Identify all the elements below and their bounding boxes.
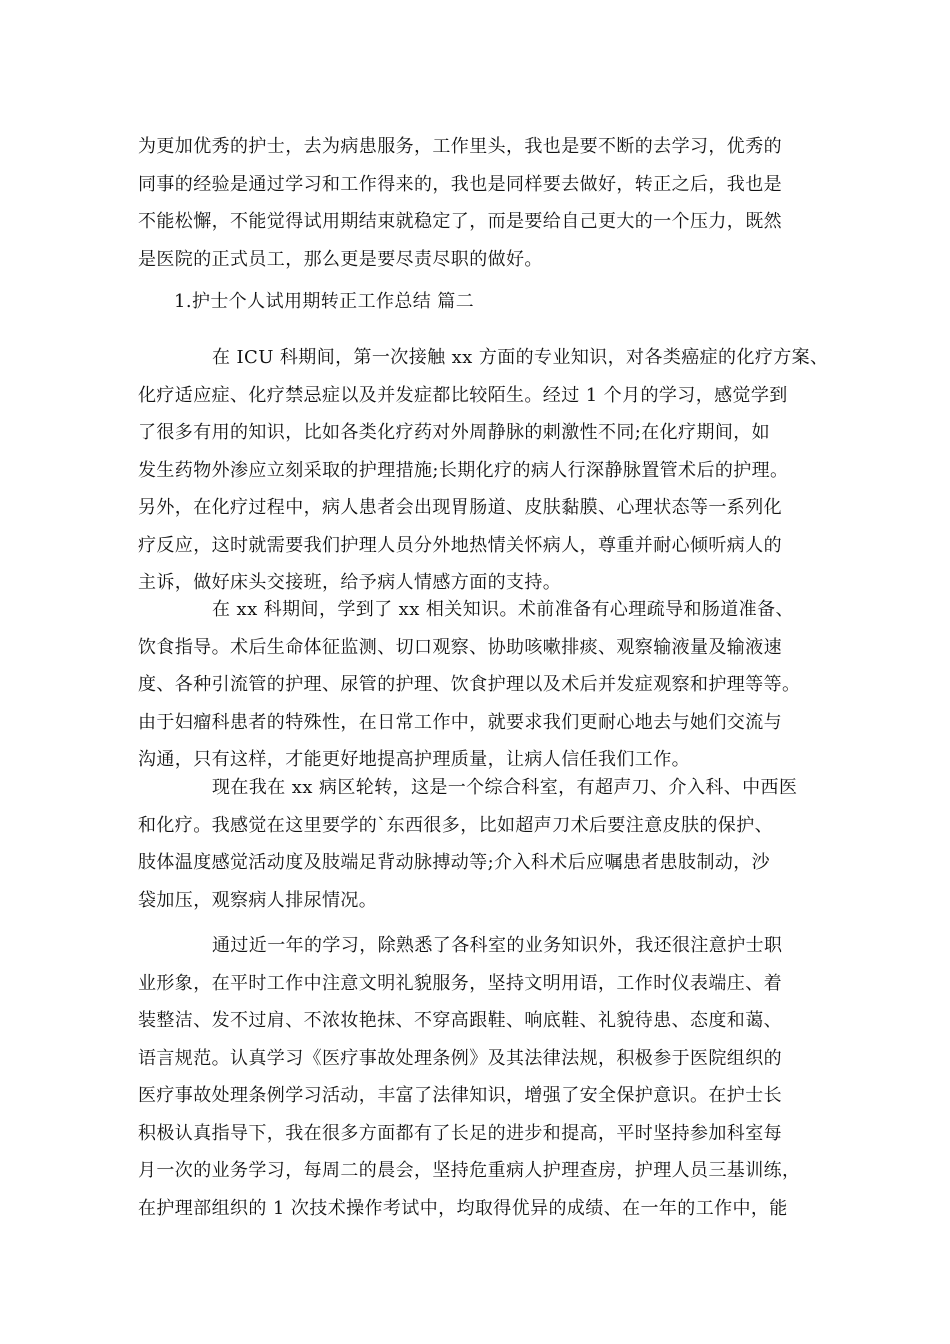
text-line: 沟通，只有这样，才能更好地提高护理质量，让病人信任我们工作。 (138, 749, 690, 770)
text-line: 是医院的正式员工，那么更是要尽责尽职的做好。 (138, 248, 543, 270)
text-line: 化疗适应症、化疗禁忌症以及并发症都比较陌生。经过 1 个月的学习，感觉学到 (138, 384, 788, 406)
text-line: 业形象，在平时工作中注意文明礼貌服务，坚持文明用语，工作时仪表端庄、着 (138, 972, 782, 994)
paragraph-xx-department (138, 591, 818, 779)
text-line: 袋加压，观察病人排尿情况。 (138, 889, 378, 911)
paragraph-current-ward (138, 769, 818, 919)
text-line: 装整洁、发不过肩、不浓妆艳抹、不穿高跟鞋、响底鞋、礼貌待患、态度和蔼、 (138, 1010, 782, 1031)
text-line: 不能松懈，不能觉得试用期结束就稳定了，而是要给自己更大的一个压力，既然 (138, 211, 782, 232)
text-line: 主诉，做好床头交接班，给予病人情感方面的支持。 (138, 572, 562, 593)
text-line: 为更加优秀的护士，去为病患服务，工作里头，我也是要不断的去学习，优秀的 (138, 136, 782, 157)
text-line: 月一次的业务学习，每周二的晨会，坚持危重病人护理查房，护理人员三基训练， (138, 1160, 801, 1181)
paragraph-year-summary (138, 927, 818, 1227)
paragraph-icu (138, 339, 829, 602)
paragraph-intro (138, 128, 818, 278)
text-line: 由于妇瘤科患者的特殊性，在日常工作中，就要求我们更耐心地去与她们交流与 (138, 711, 782, 733)
text-line: 饮食指导。术后生命体征监测、切口观察、协助咳嗽排痰、观察输液量及输液速 (138, 636, 782, 658)
text-line: 积极认真指导下，我在很多方面都有了长足的进步和提高，平时坚持参加科室每 (138, 1122, 782, 1144)
text-line: 了很多有用的知识，比如各类化疗药对外周静脉的刺激性不同;在化疗期间，如 (138, 422, 771, 443)
text-line: 同事的经验是通过学习和工作得来的，我也是同样要去做好，转正之后，我也是 (138, 173, 782, 195)
text-line: 在 xx 科期间，学到了 xx 相关知识。术前准备有心理疏导和肠道准备、 (212, 599, 794, 620)
text-line: 语言规范。认真学习《医疗事故处理条例》及其法律法规，积极参于医院组织的 (138, 1047, 782, 1069)
text-line: 医疗事故处理条例学习活动，丰富了法律知识，增强了安全保护意识。在护士长 (138, 1085, 782, 1106)
text-line: 通过近一年的学习，除熟悉了各科室的业务知识外，我还很注意护士职 (212, 935, 783, 956)
section-heading-block (138, 283, 818, 321)
text-line: 和化疗。我感觉在这里要学的`东西很多，比如超声刀术后要注意皮肤的保护、 (138, 814, 773, 836)
text-line: 现在我在 xx 病区轮转，这是一个综合科室，有超声刀、介入科、中西医 (212, 777, 798, 798)
text-line: 疗反应，这时就需要我们护理人员分外地热情关怀病人，尊重并耐心倾听病人的 (138, 534, 782, 556)
text-line: 在 ICU 科期间，第一次接触 xx 方面的专业知识，对各类癌症的化疗方案、 (212, 347, 829, 368)
text-line: 另外，在化疗过程中，病人患者会出现胃肠道、皮肤黏膜、心理状态等一系列化 (138, 497, 782, 518)
section-heading: 1.护士个人试用期转正工作总结 篇二 (174, 291, 475, 312)
text-line: 发生药物外渗应立刻采取的护理措施;长期化疗的病人行深静脉置管术后的护理。 (138, 459, 789, 481)
text-line: 肢体温度感觉活动度及肢端足背动脉搏动等;介入科术后应嘱患者患肢制动，沙 (138, 852, 771, 873)
text-line: 度、各种引流管的护理、尿管的护理、饮食护理以及术后并发症观察和护理等等。 (138, 674, 801, 695)
text-line: 在护理部组织的 1 次技术操作考试中，均取得优异的成绩、在一年的工作中，能 (138, 1197, 788, 1219)
